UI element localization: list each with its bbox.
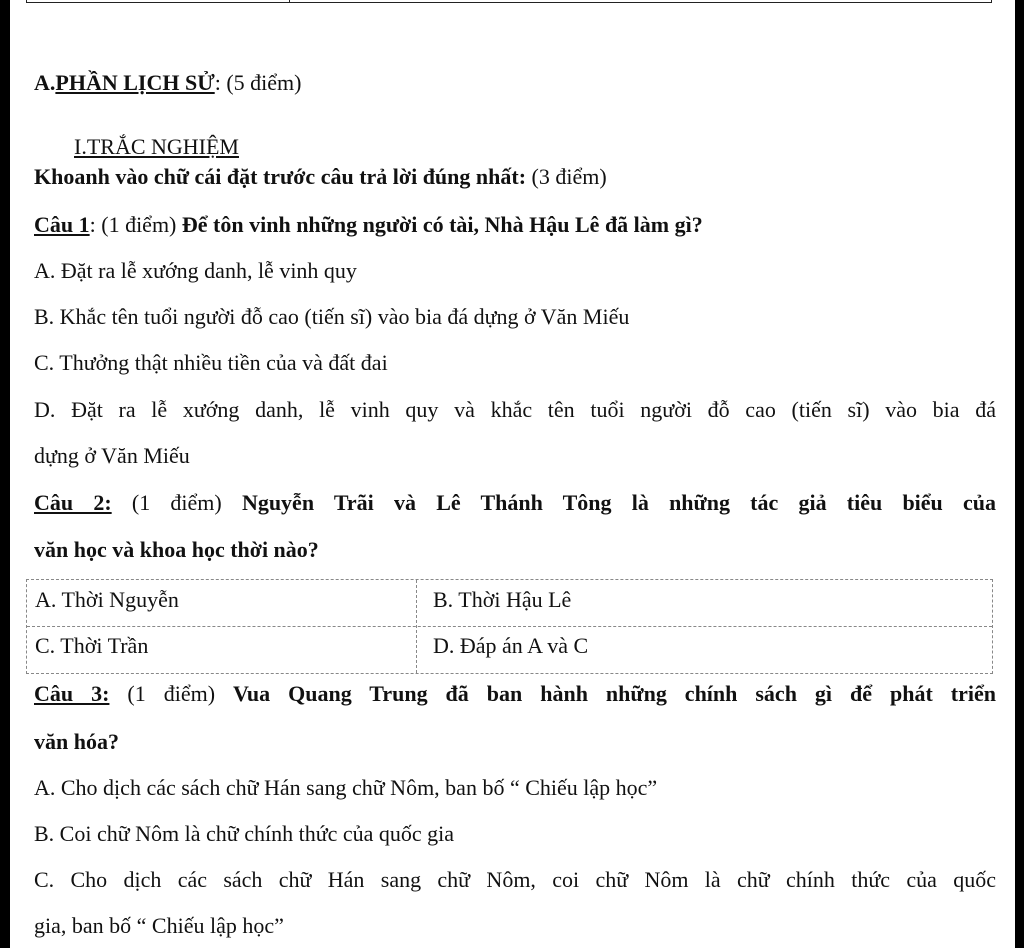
question-2-option-a: A. Thời Nguyễn <box>35 587 179 612</box>
question-1-option-a: A. Đặt ra lễ xướng danh, lễ vinh quy <box>34 258 357 283</box>
instruction-text: Khoanh vào chữ cái đặt trước câu trả lời đúng nhất: <box>34 164 527 189</box>
question-1-option-c: C. Thưởng thật nhiều tiền của và đất đai <box>34 350 388 375</box>
question-1-label: Câu 1 <box>34 212 90 237</box>
instruction-points: (3 điểm) <box>526 164 607 189</box>
question-2-option-b: B. Thời Hậu Lê <box>433 587 572 612</box>
question-2-text: Nguyễn Trãi và Lê Thánh Tông là những tác giả tiêu biểu của <box>241 490 996 515</box>
question-3-points: (1 điểm) <box>109 681 216 706</box>
question-3-label: Câu 3: <box>34 681 110 706</box>
top-table-edge <box>26 0 992 3</box>
section-title <box>34 70 301 96</box>
question-2-points: (1 điểm) <box>111 490 222 515</box>
table-divider-horizontal <box>27 626 992 627</box>
question-2-label: Câu 2: <box>34 490 112 515</box>
question-2-option-d: D. Đáp án A và C <box>433 633 589 658</box>
question-2-text-cont: văn học và khoa học thời nào? <box>34 537 319 562</box>
instruction <box>34 164 607 190</box>
question-3-option-b: B. Coi chữ Nôm là chữ chính thức của quốc gia <box>34 821 455 846</box>
question-1-points: : (1 điểm) <box>89 212 177 237</box>
question-1-option-d-cont: dựng ở Văn Miếu <box>34 443 190 468</box>
subsection-title: I.TRẮC NGHIỆM <box>74 134 239 159</box>
question-2-option-c: C. Thời Trần <box>35 633 149 658</box>
top-table-divider <box>289 0 290 3</box>
question-3-option-c-cont: gia, ban bố “ Chiếu lập học” <box>34 913 284 938</box>
question-3-option-c: C. Cho dịch các sách chữ Hán sang chữ Nôm, coi chữ Nôm là chữ chính thức của quốc <box>34 867 996 892</box>
section-title-prefix: A. <box>34 70 56 95</box>
section-title-text: PHẦN LỊCH SỬ <box>55 70 215 95</box>
question-3-text-cont: văn hóa? <box>34 729 119 754</box>
question-1-option-b: B. Khắc tên tuổi người đỗ cao (tiến sĩ) vào bia đá dựng ở Văn Miếu <box>34 304 630 329</box>
question-2-options-table <box>26 579 993 674</box>
section-title-points: : (5 điểm) <box>214 70 302 95</box>
question-1-option-d: D. Đặt ra lễ xướng danh, lễ vinh quy và khắc tên tuổi người đỗ cao (tiến sĩ) vào bia đá <box>34 397 996 422</box>
question-3 <box>34 681 996 707</box>
question-1-text: Để tôn vinh những người có tài, Nhà Hậu Lê đã làm gì? <box>176 212 703 237</box>
question-3-text: Vua Quang Trung đã ban hành những chính sách gì để phát triển <box>233 681 996 706</box>
document-page <box>10 0 1015 948</box>
question-3-option-a: A. Cho dịch các sách chữ Hán sang chữ Nôm, ban bố “ Chiếu lập học” <box>34 775 658 800</box>
question-2 <box>34 490 996 516</box>
question-1 <box>34 212 703 238</box>
